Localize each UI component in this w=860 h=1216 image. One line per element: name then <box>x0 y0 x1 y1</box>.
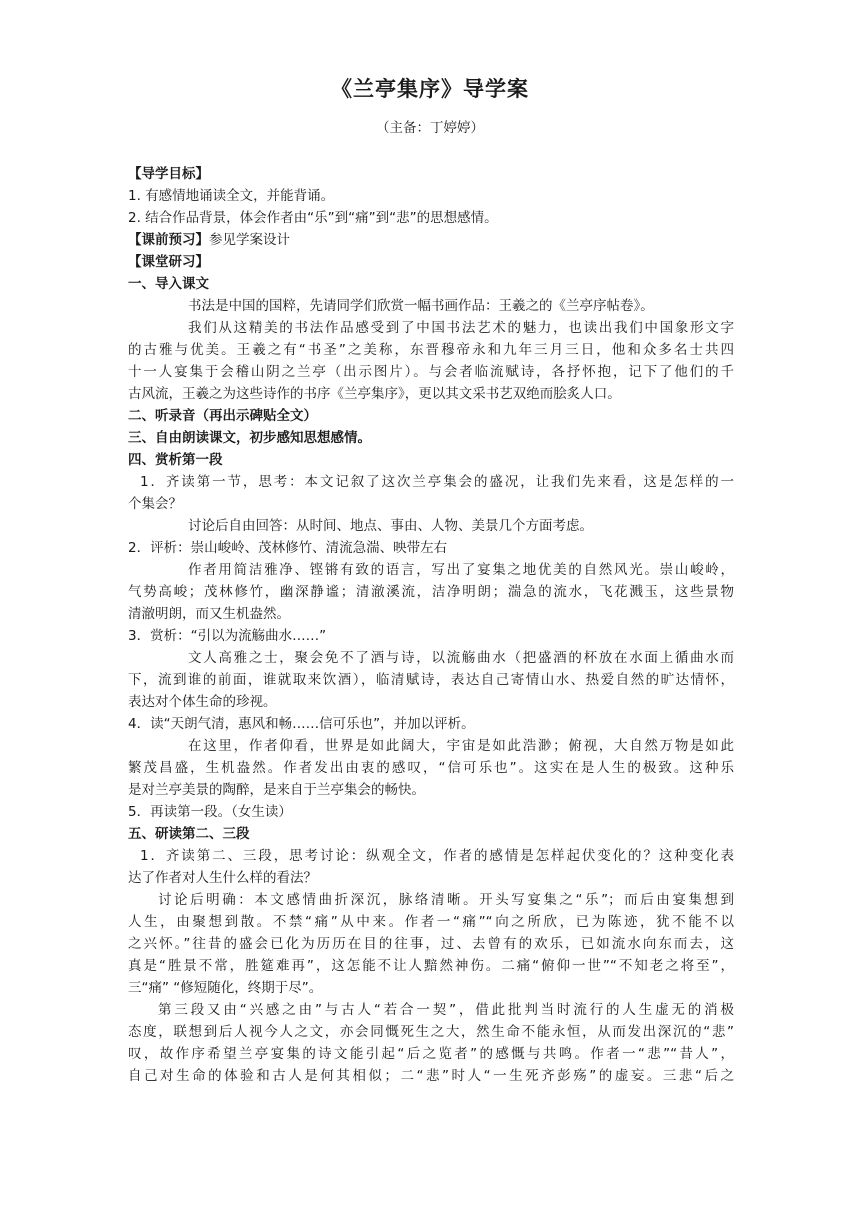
text-line: 2. 结合作品背景，体会作者由“乐”到“痛”到“悲”的思想感情。 <box>128 210 498 226</box>
section-heading: 【导学目标】 <box>128 166 209 182</box>
text-line: 叹，故作序希望兰亭宴集的诗文能引起“后之览者”的感慨与共鸣。作者一“悲”“昔人”， <box>128 1046 734 1062</box>
text-line: 自己对生命的体验和古人是何其相似；二“悲”时人“一生死齐彭殇”的虚妄。三悲“后之 <box>128 1068 734 1084</box>
section-heading: 四、赏析第一段 <box>128 452 223 468</box>
section-heading: 三、自由朗读课文，初步感知思想感情。 <box>128 430 371 446</box>
text-line: 2．评析：崇山峻岭、茂林修竹、清流急湍、映带左右 <box>128 540 448 556</box>
text-line: 【课前预习】参见学案设计 <box>128 232 290 248</box>
text-line: 下，流到谁的前面，谁就取来饮酒），临清赋诗，表达自己寄情山水、热爱自然的旷达情怀， <box>128 672 734 688</box>
section-heading: 一、导入课文 <box>128 276 209 292</box>
text-line: 古风流，王羲之为这些诗作的书序《兰亭集序》，更以其文采书艺双绝而脍炙人口。 <box>128 386 621 402</box>
text-line: 讨论后明确：本文感情曲折深沉，脉络清晰。开头写宴集之“乐”；而后由宴集想到 <box>158 892 734 908</box>
text-line: 5．再读第一段。（女生读） <box>128 804 292 820</box>
text-line: 我们从这精美的书法作品感受到了中国书法艺术的魅力，也读出我们中国象形文字 <box>188 320 734 336</box>
text-line: 之兴怀。”往昔的盛会已化为历历在目的往事，过、去曾有的欢乐，已如流水向东而去，这 <box>128 936 734 952</box>
text-line: 1．齐读第二、三段，思考讨论：纵观全文，作者的感情是怎样起伏变化的？这种变化表 <box>140 848 734 864</box>
text-line: 清澈明朗，而又生机盎然。 <box>128 606 290 622</box>
text-line: 人生，由聚想到散。不禁“痛”从中来。作者一“痛”“向之所欣，已为陈迹，犹不能不以 <box>128 914 734 930</box>
author-line: （主备：丁婷婷） <box>376 120 484 136</box>
document-body <box>128 163 734 1087</box>
text-line: 表达对个体生命的珍视。 <box>128 694 277 710</box>
text-line: 三“痛” “修短随化，终期于尽”。 <box>128 980 323 996</box>
text-line: 4．读“天朗气清，惠风和畅……信可乐也”，并加以评析。 <box>128 716 475 732</box>
page-title: 《兰亭集序》导学案 <box>331 77 529 101</box>
section-heading: 五、研读第二、三段 <box>128 826 250 842</box>
text-line: 书法是中国的国粹，先请同学们欣赏一幅书画作品：王羲之的《兰亭序帖卷》。 <box>188 298 654 314</box>
section-heading: 【课堂研习】 <box>128 254 209 270</box>
text-line: 态度，联想到后人视今人之文，亦会同慨死生之大，然生命不能永恒，从而发出深沉的“悲” <box>128 1024 734 1040</box>
text-line: 1．齐读第一节，思考：本文记叙了这次兰亭集会的盛况，让我们先来看，这是怎样的一 <box>140 474 734 490</box>
text-line: 在这里，作者仰看，世界是如此阔大，宇宙是如此浩渺；俯视，大自然万物是如此 <box>188 738 734 754</box>
text-line: 繁茂昌盛，生机盎然。作者发出由衷的感叹，“信可乐也”。这实在是人生的极致。这种乐 <box>128 760 734 776</box>
text-line: 十一人宴集于会稽山阴之兰亭（出示图片）。与会者临流赋诗，各抒怀抱，记下了他们的千 <box>128 364 734 380</box>
section-heading: 二、听录音（再出示碑贴全文） <box>128 408 317 424</box>
text-line: 是对兰亭美景的陶醉，是来自于兰亭集会的畅快。 <box>128 782 425 798</box>
text-line: 第三段又由“兴感之由”与古人“若合一契”，借此批判当时流行的人生虚无的消极 <box>158 1002 734 1018</box>
text-line: 气势高峻；茂林修竹，幽深静谧；清澈溪流，洁净明朗；湍急的流水，飞花溅玉，这些景物 <box>128 584 734 600</box>
text-line: 1. 有感情地诵读全文，并能背诵。 <box>128 188 335 204</box>
text-line: 作者用简洁雅净、铿锵有致的语言，写出了宴集之地优美的自然风光。崇山峻岭， <box>188 562 734 578</box>
text-line: 个集会？ <box>128 496 182 512</box>
text-line: 3．赏析：“引以为流觞曲水……” <box>128 628 327 644</box>
text-line: 的古雅与优美。王羲之有“书圣”之美称，东晋穆帝永和九年三月三日，他和众多名士共四 <box>128 342 734 358</box>
text-line: 达了作者对人生什么样的看法？ <box>128 870 317 886</box>
text-line: 讨论后自由回答：从时间、地点、事由、人物、美景几个方面考虑。 <box>188 518 593 534</box>
text-line: 文人高雅之士，聚会免不了酒与诗，以流觞曲水（把盛酒的杯放在水面上循曲水而 <box>188 650 734 666</box>
text-line: 真是“胜景不常，胜筵难再”，这怎能不让人黯然神伤。二痛“俯仰一世”“不知老之将至”， <box>128 958 734 974</box>
